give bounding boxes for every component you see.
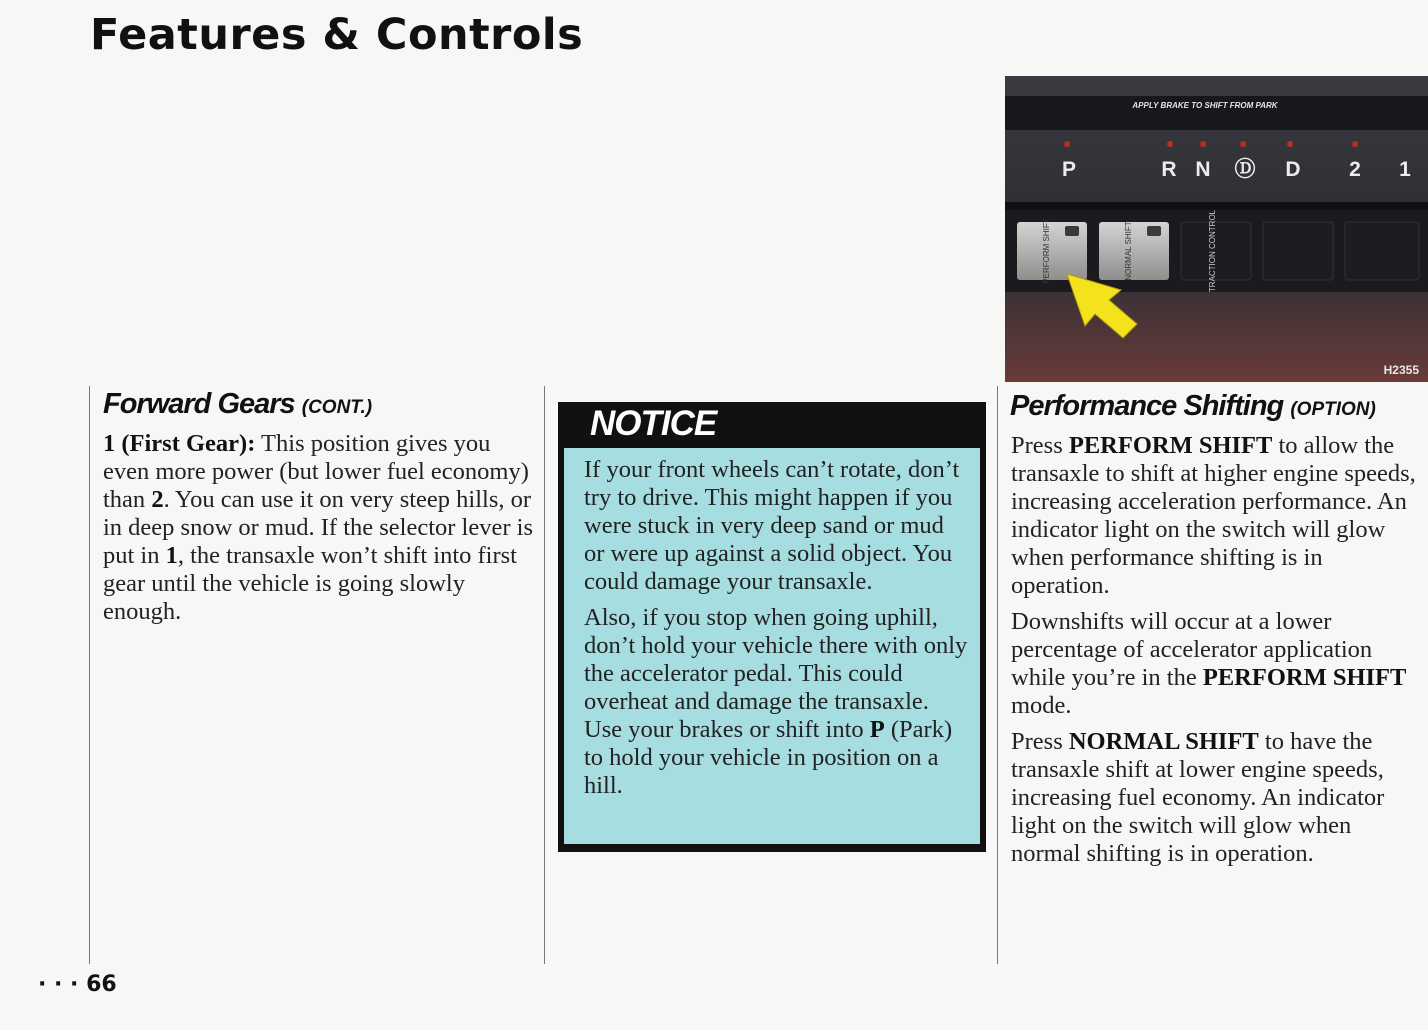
gear-1-bold: 1 xyxy=(165,542,178,569)
photo-code: H2355 xyxy=(1383,363,1419,377)
performance-shifting-heading xyxy=(1010,390,1376,423)
first-gear-paragraph xyxy=(103,430,535,626)
column-divider-middle xyxy=(544,386,545,964)
page-marker: · · · xyxy=(38,972,79,997)
banner-text: APPLY BRAKE TO SHIFT FROM PARK xyxy=(1132,101,1278,110)
text-span: This position gives you even more power (but lower fuel economy) than xyxy=(103,430,529,513)
text-span: Press xyxy=(1011,728,1069,755)
first-gear-term: 1 (First Gear): xyxy=(103,430,256,457)
gear-n: N xyxy=(1195,158,1211,181)
forward-gears-heading xyxy=(103,388,372,421)
notice-box xyxy=(558,402,986,852)
downshift-paragraph xyxy=(1011,608,1423,720)
notice-paragraph-2 xyxy=(584,604,970,800)
heading-subtitle: (OPTION) xyxy=(1290,399,1376,420)
notice-body xyxy=(564,448,980,844)
text-span: Press xyxy=(1011,432,1069,459)
performance-shifting-body xyxy=(1011,432,1423,876)
text-span: to allow the transaxle to shift at higher engine speeds, increasing acceleration performance. An indicator light on the switch will glow when performance shifting is in operation. xyxy=(1011,432,1416,599)
blank-switch-1 xyxy=(1263,222,1333,280)
normal-shift-label: NORMAL SHIFT xyxy=(1124,221,1133,281)
text-span: , the transaxle won’t shift into first gear until the vehicle is going slowly enough. xyxy=(103,542,517,625)
normal-shift-paragraph xyxy=(1011,728,1423,868)
text-span: . You can use it on very steep hills, or in deep snow or mud. If the selector lever is put in xyxy=(103,486,533,569)
column-divider-right xyxy=(997,386,998,964)
perform-shift-label: PERFORM SHIFT xyxy=(1042,218,1051,284)
gear-p: P xyxy=(1061,158,1077,181)
page-title: Features & Controls xyxy=(90,10,584,60)
perform-shift-bold: PERFORM SHIFT xyxy=(1202,664,1407,691)
perform-shift-paragraph xyxy=(1011,432,1423,600)
heading-subtitle: (CONT.) xyxy=(301,397,373,418)
traction-control-label: TRACTION CONTROL xyxy=(1208,209,1217,293)
heading-text: Performance Shifting xyxy=(1010,390,1284,422)
notice-label: NOTICE xyxy=(590,404,717,443)
text-span: Downshifts will occur at a lower percentage of accelerator application while you’re in the xyxy=(1011,608,1373,691)
column-divider-left xyxy=(89,386,90,964)
perform-shift-bold: PERFORM SHIFT xyxy=(1068,432,1273,459)
forward-gears-body xyxy=(103,430,535,634)
page-number xyxy=(38,972,117,997)
gear-overdrive: Ⓓ xyxy=(1234,158,1256,181)
gear-1: 1 xyxy=(1399,158,1411,181)
text-span: (Park) to hold your vehicle in position on a hill. xyxy=(584,716,953,799)
gear-2: 2 xyxy=(1349,158,1361,181)
heading-text: Forward Gears xyxy=(103,388,295,420)
gear-2-bold: 2 xyxy=(151,486,164,513)
notice-paragraph-1: If your front wheels can’t rotate, don’t try to drive. This might happen if you were stuck in very deep sand or mud or were up against a solid object. You could damage your transaxle. xyxy=(584,456,960,595)
text-span: mode. xyxy=(1011,692,1072,719)
normal-shift-bold: NORMAL SHIFT xyxy=(1068,728,1259,755)
text-span: to have the transaxle shift at lower engine speeds, increasing fuel economy. An indicator light on the switch will glow when normal shifting is in operation. xyxy=(1011,728,1385,867)
park-bold: P xyxy=(869,716,885,743)
console-illustration xyxy=(1005,76,1428,382)
gear-r: R xyxy=(1161,158,1177,181)
text-span: Also, if you stop when going uphill, don’t hold your vehicle there with only the accelerator pedal. This could overheat and damage the transaxle. Use your brakes or shift into xyxy=(584,604,968,743)
gear-d: D xyxy=(1285,158,1301,181)
page-number-value: 66 xyxy=(86,972,117,997)
blank-switch-2 xyxy=(1345,222,1419,280)
shifter-console-photo xyxy=(1005,76,1428,382)
